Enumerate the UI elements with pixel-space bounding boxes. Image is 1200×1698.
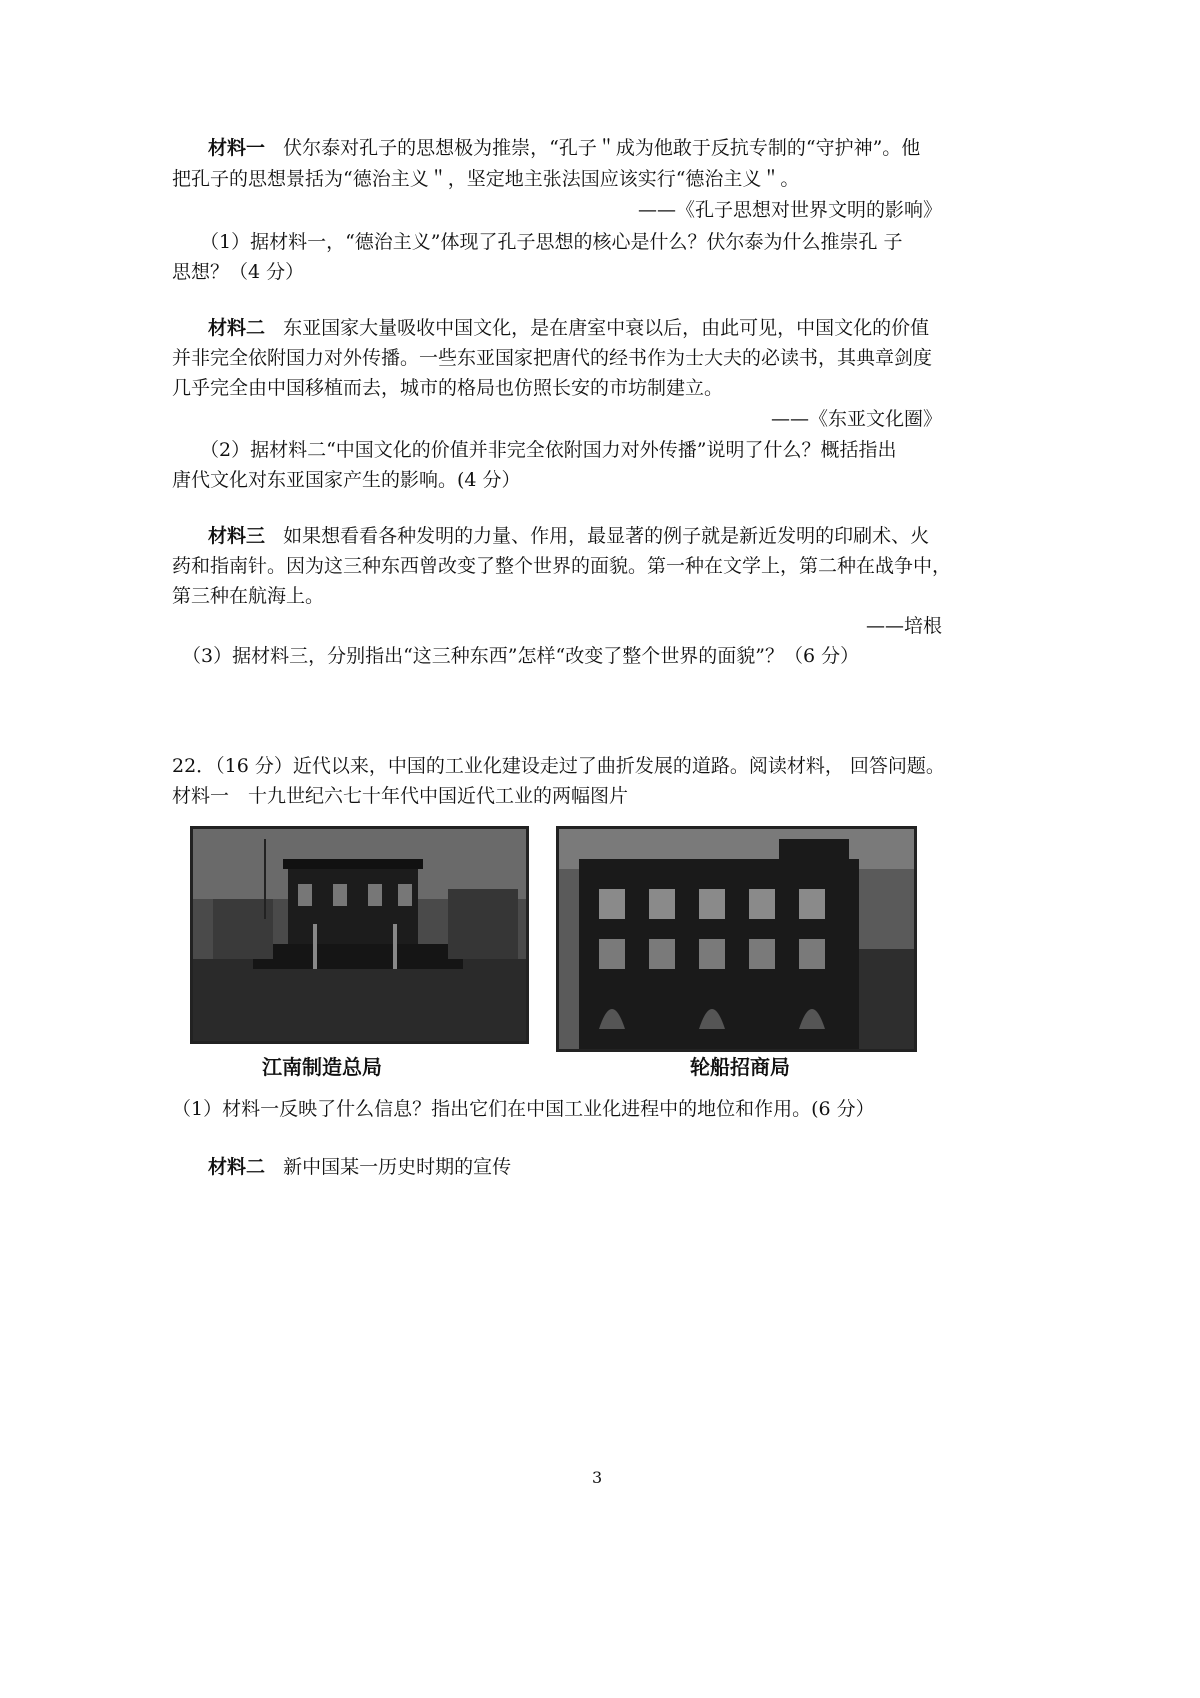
- question-22-material-2-text: 新中国某一历史时期的宣传: [283, 1156, 512, 1178]
- material-1-text-1: 伏尔泰对孔子的思想极为推崇，“孔子＂成为他敢于反抗专制的“守护神”。他: [283, 137, 921, 159]
- question-22-material-2-label: 材料二: [208, 1156, 266, 1178]
- page-number: 3: [592, 1468, 603, 1487]
- material-2-source: ——《东亚文化圈》: [770, 408, 942, 430]
- question-1-line-1: （1）据材料一，“德治主义”体现了孔子思想的核心是什么？伏尔泰为什么推崇孔 子: [200, 231, 903, 253]
- photo-jiangnan-arsenal-caption: 江南制造总局: [262, 1055, 382, 1079]
- question-22-material-2: [208, 1155, 511, 1179]
- photo-jiangnan-arsenal-image: [193, 829, 526, 1041]
- photo-jiangnan-arsenal: [190, 826, 529, 1044]
- question-3: （3）据材料三，分别指出“这三种东西”怎样“改变了整个世界的面貌”？（6 分）: [182, 645, 860, 667]
- material-3-line-1: [208, 524, 929, 548]
- material-1-source: ——《孔子思想对世界文明的影响》: [637, 199, 942, 221]
- material-3-text-1: 如果想看看各种发明的力量、作用，最显著的例子就是新近发明的印刷术、火: [283, 525, 930, 547]
- material-3-line-2: 药和指南针。因为这三种东西曾改变了整个世界的面貌。第一种在文学上，第二种在战争中，: [172, 555, 952, 577]
- question-2-line-2: 唐代文化对东亚国家产生的影响。(4 分）: [172, 469, 521, 491]
- photo-china-merchants-caption: 轮船招商局: [690, 1055, 790, 1079]
- material-1-label: 材料一: [208, 137, 266, 159]
- material-2-line-3: 几乎完全由中国移植而去，城市的格局也仿照长安的市坊制建立。: [172, 377, 724, 399]
- question-22-material-1-title: 材料一 十九世纪六七十年代中国近代工业的两幅图片: [172, 785, 629, 807]
- material-2-label: 材料二: [208, 317, 266, 339]
- material-3-source: ——培根: [865, 615, 942, 637]
- material-1-line-1: [208, 136, 920, 160]
- material-3-line-3: 第三种在航海上。: [172, 585, 325, 607]
- question-22-sub-1: （1）材料一反映了什么信息？指出它们在中国工业化进程中的地位和作用。(6 分）: [172, 1098, 875, 1120]
- photo-china-merchants-image: [559, 829, 914, 1049]
- material-2-line-1: [208, 316, 929, 340]
- question-22-intro: 22．（16 分）近代以来，中国的工业化建设走过了曲折发展的道路。阅读材料， 回答问题。: [172, 755, 945, 777]
- photo-china-merchants: [556, 826, 917, 1052]
- material-2-line-2: 并非完全依附国力对外传播。一些东亚国家把唐代的经书作为士大夫的必读书，其典章剑度: [172, 347, 933, 369]
- material-1-line-2: 把孔子的思想景括为“德治主义＂，坚定地主张法国应该实行“德治主义＂。: [172, 168, 800, 190]
- question-2-line-1: （2）据材料二“中国文化的价值并非完全依附国力对外传播”说明了什么？概括指出: [200, 439, 897, 461]
- question-1-line-2: 思想？（4 分）: [172, 261, 305, 283]
- material-3-label: 材料三: [208, 525, 266, 547]
- material-2-text-1: 东亚国家大量吸收中国文化，是在唐室中衰以后，由此可见，中国文化的价值: [283, 317, 930, 339]
